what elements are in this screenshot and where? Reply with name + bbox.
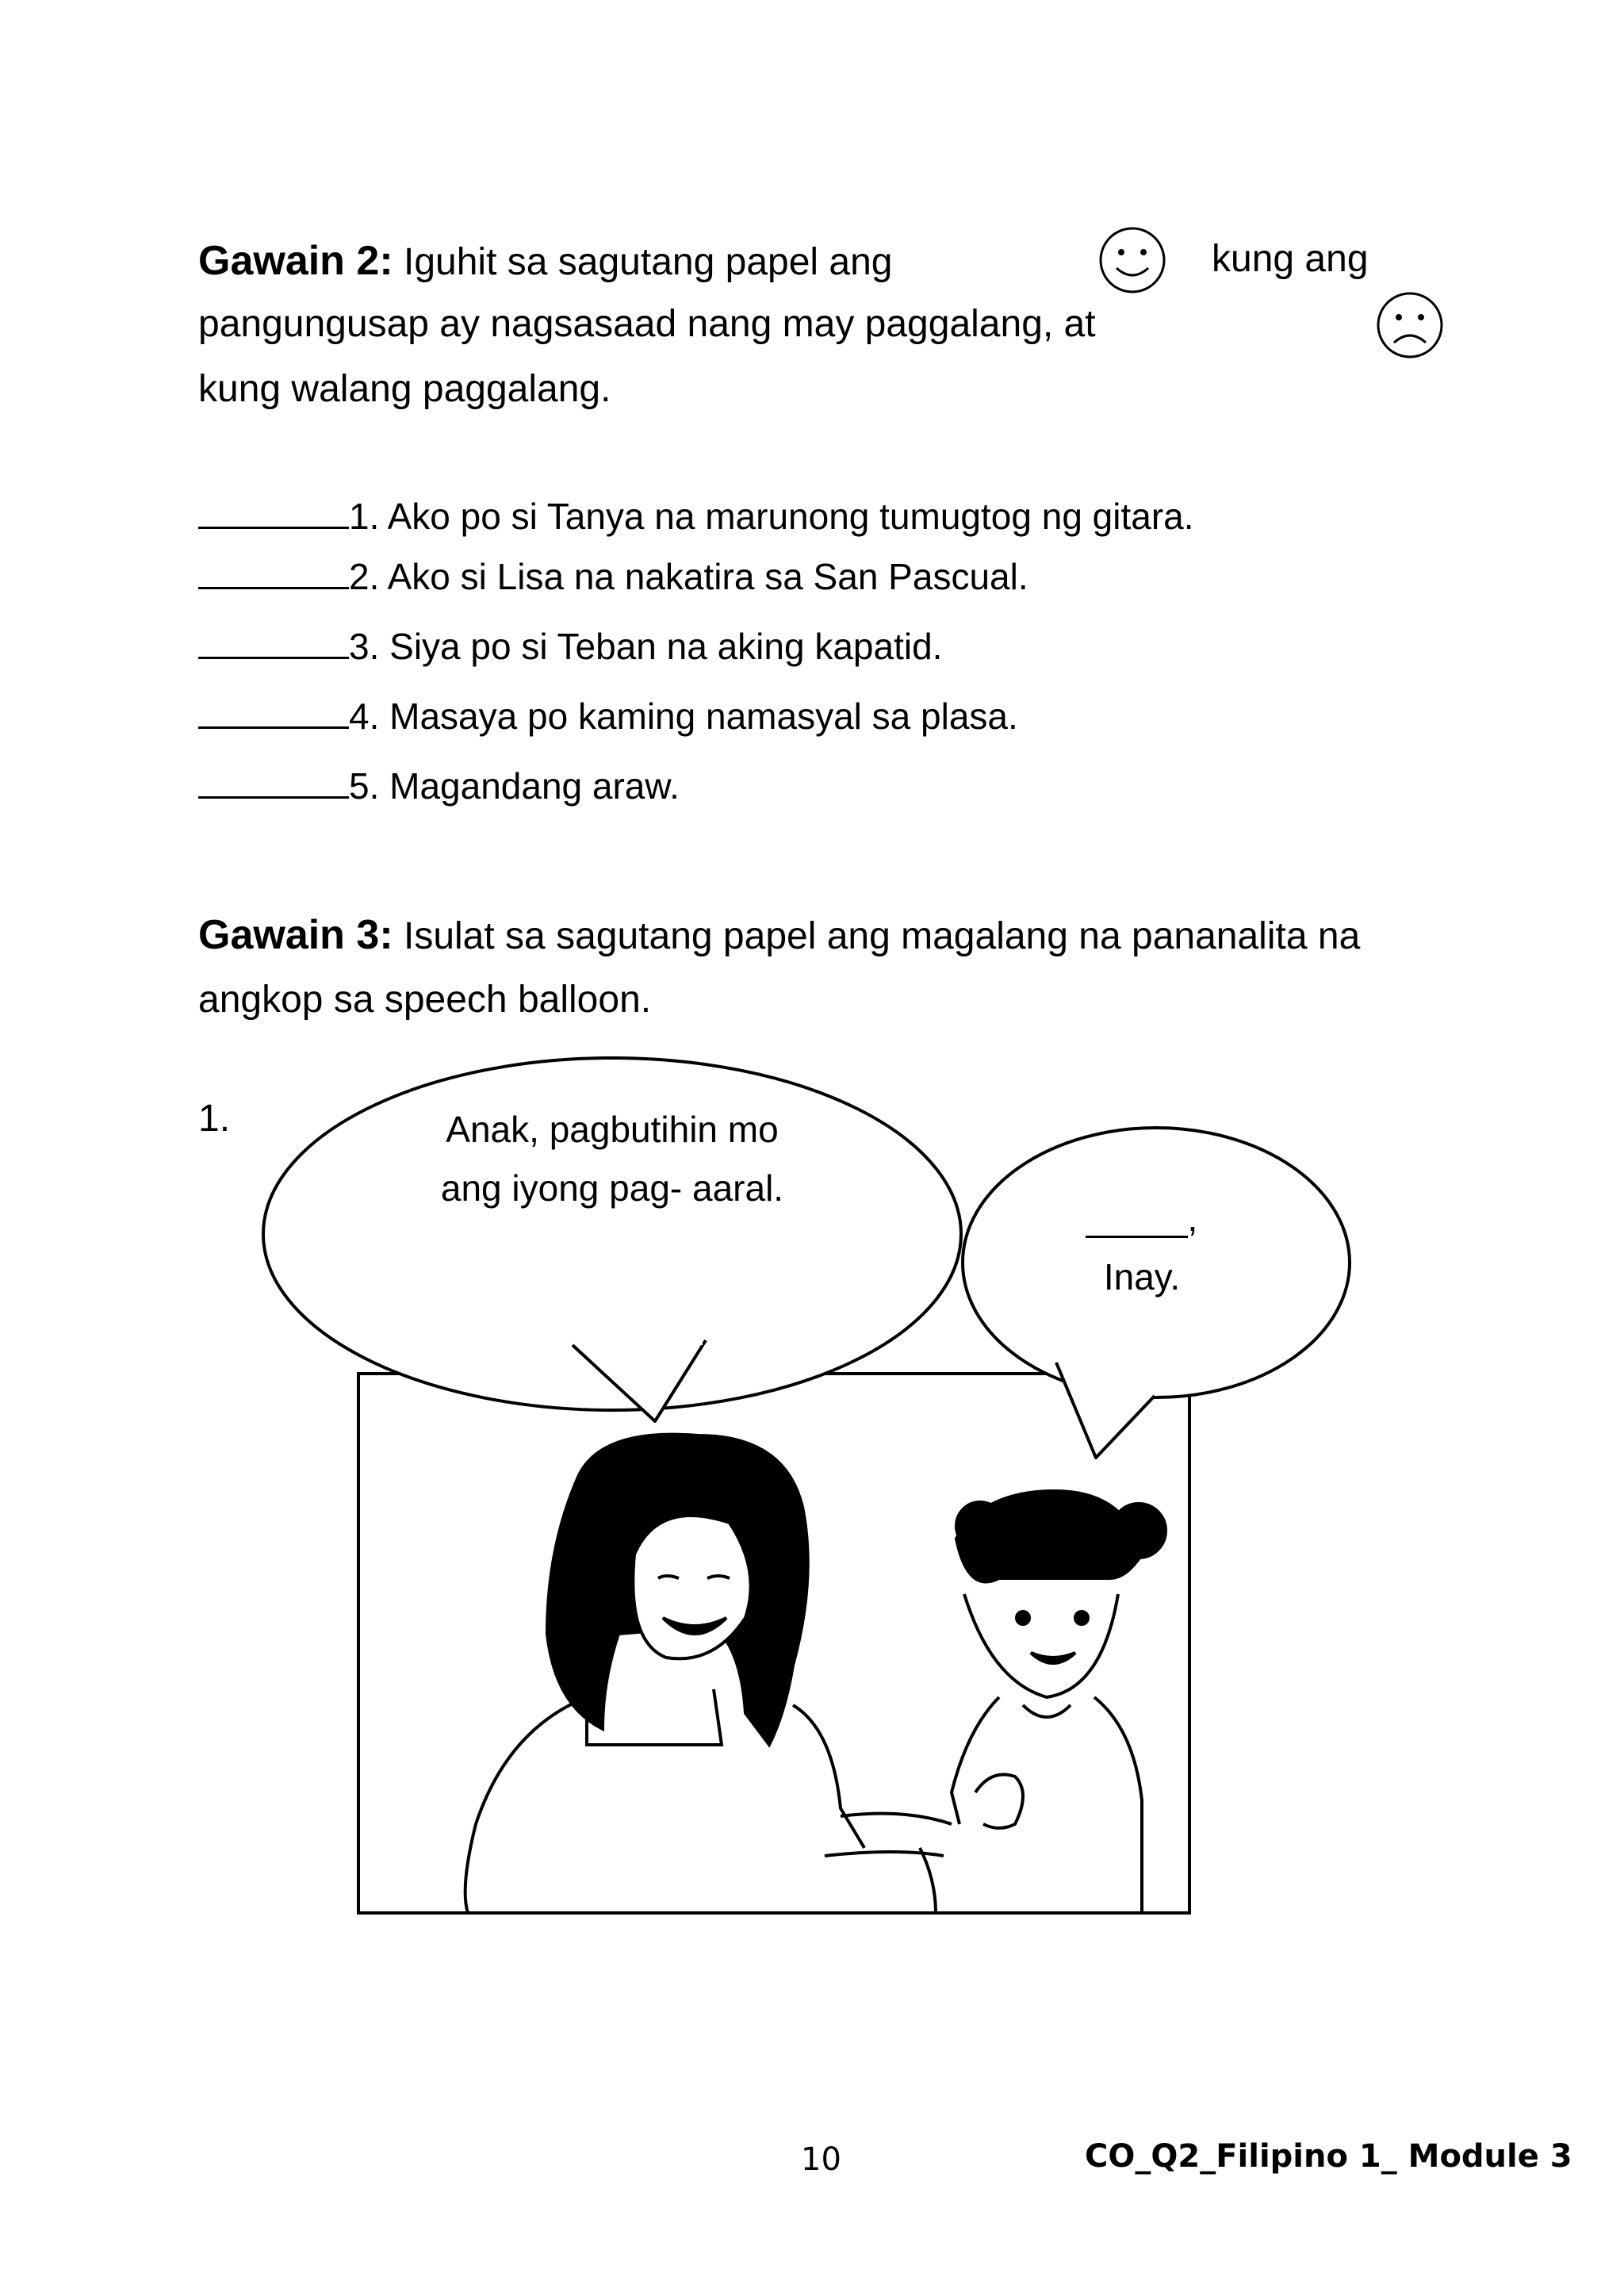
gawain2-label: Gawain 2: <box>198 238 393 284</box>
exercise-number: 1. <box>198 1098 231 1140</box>
item-text: 5. Magandang araw. <box>349 765 680 807</box>
page-number: 10 <box>801 2141 841 2178</box>
item-text: 3. Siya po si Teban na aking kapatid. <box>349 626 943 667</box>
gawain2-instruction-tail: kung ang <box>1212 238 1369 280</box>
item-text: 4. Masaya po kaming namasyal sa plasa. <box>349 696 1018 737</box>
mother-speech-line1: Anak, pagbutihin mo <box>446 1109 779 1150</box>
child-speech-text <box>1031 1190 1253 1306</box>
module-code: CO_Q2_Filipino 1_ Module 3 <box>1085 2138 1572 2175</box>
item-text: 1. Ako po si Tanya na marunong tumugtog ng gitara. <box>349 496 1194 537</box>
child-speech-line2: Inay. <box>1103 1255 1181 1297</box>
gawain2-instruction-line2: pangungusap ay nagsasaad nang may paggalang, at <box>198 303 1096 345</box>
gawain2-instruction-line3: kung walang paggalang. <box>198 368 611 410</box>
mother-speech-text <box>366 1101 858 1217</box>
item-text: 2. Ako si Lisa na nakatira sa San Pascual. <box>349 556 1028 597</box>
gawain3-instruction-line2: angkop sa speech balloon. <box>198 979 652 1021</box>
gawain3-instruction-line1: Isulat sa sagutang papel ang magalang na pananalita na <box>403 915 1361 957</box>
gawain2-instruction-line1: Iguhit sa sagutang papel ang <box>403 241 893 283</box>
child-speech-blank[interactable]: _____, <box>1086 1198 1198 1239</box>
mother-speech-line2: ang iyong pag- aaral. <box>440 1167 784 1209</box>
gawain3-label: Gawain 3: <box>198 912 393 958</box>
